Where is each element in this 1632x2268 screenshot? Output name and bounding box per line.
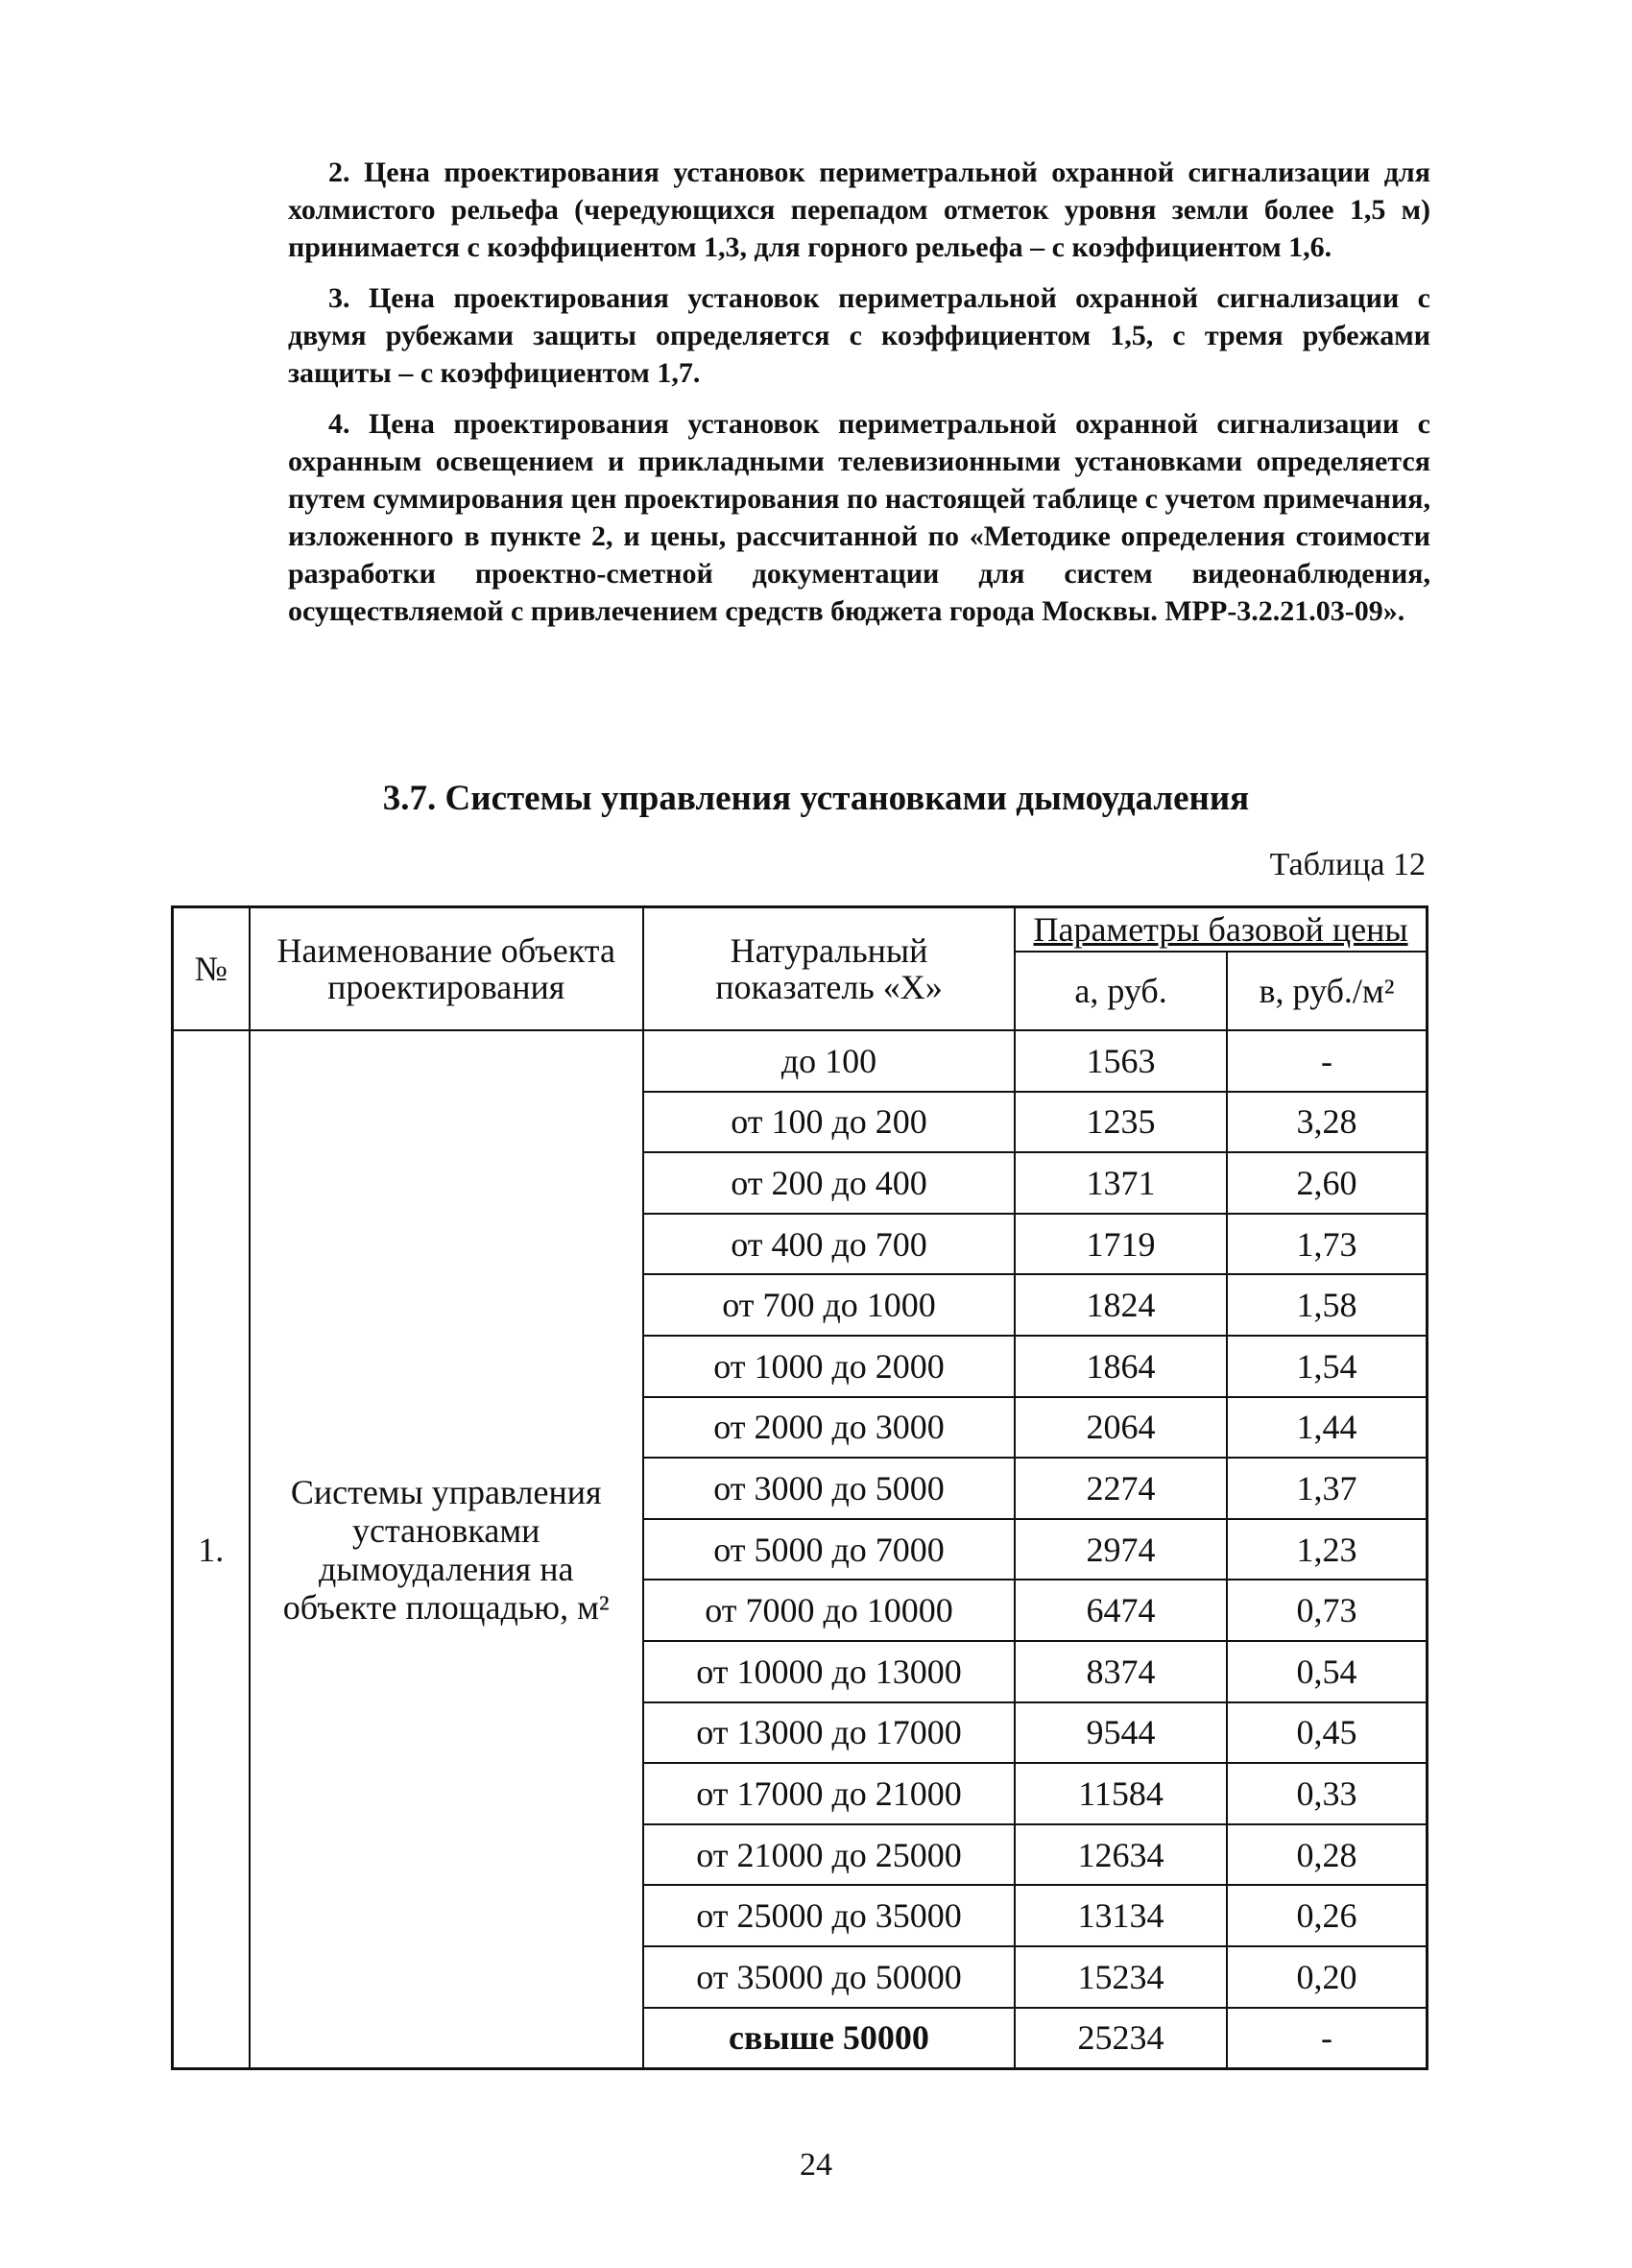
price-a-cell: 1371 bbox=[1015, 1152, 1227, 1214]
header-indicator: Натуральный показатель «X» bbox=[643, 907, 1015, 1031]
price-b-cell: 0,20 bbox=[1227, 1946, 1427, 2008]
price-a-cell: 6474 bbox=[1015, 1580, 1227, 1641]
price-b-cell: 1,37 bbox=[1227, 1458, 1427, 1519]
price-b-cell: 0,28 bbox=[1227, 1824, 1427, 1886]
section-title: 3.7. Системы управления установками дымоудаления bbox=[382, 779, 1250, 818]
price-a-cell: 2274 bbox=[1015, 1458, 1227, 1519]
indicator-cell: от 17000 до 21000 bbox=[643, 1763, 1015, 1824]
price-a-cell: 2974 bbox=[1015, 1519, 1227, 1580]
indicator-cell: от 3000 до 5000 bbox=[643, 1458, 1015, 1519]
price-a-cell: 12634 bbox=[1015, 1824, 1227, 1886]
price-b-cell: 1,58 bbox=[1227, 1274, 1427, 1336]
header-b: в, руб./м² bbox=[1227, 952, 1427, 1030]
price-b-cell: 1,44 bbox=[1227, 1397, 1427, 1459]
note-2: 2. Цена проектирования установок периметральной охранной сигнализации для холмистого рельефа (чередующихся перепадом отметок уровня земли более 1,5 м) принимается с коэффициентом 1,3, для горного рельефа – с коэффициентом 1,6. bbox=[288, 157, 1430, 263]
price-b-cell: 3,28 bbox=[1227, 1092, 1427, 1153]
header-no: № bbox=[173, 907, 250, 1031]
price-b-cell: 0,33 bbox=[1227, 1763, 1427, 1824]
notes-block bbox=[288, 154, 1430, 643]
indicator-cell: от 13000 до 17000 bbox=[643, 1702, 1015, 1764]
indicator-cell: от 400 до 700 bbox=[643, 1214, 1015, 1275]
indicator-cell: от 10000 до 13000 bbox=[643, 1641, 1015, 1702]
price-a-cell: 8374 bbox=[1015, 1641, 1227, 1702]
table-header bbox=[173, 907, 1428, 1031]
table-row bbox=[173, 1030, 1428, 1092]
price-a-cell: 1235 bbox=[1015, 1092, 1227, 1153]
price-a-cell: 13134 bbox=[1015, 1885, 1227, 1946]
indicator-cell: от 7000 до 10000 bbox=[643, 1580, 1015, 1641]
price-b-cell: - bbox=[1227, 1030, 1427, 1092]
indicator-cell: от 5000 до 7000 bbox=[643, 1519, 1015, 1580]
indicator-cell: от 25000 до 35000 bbox=[643, 1885, 1015, 1946]
indicator-cell: до 100 bbox=[643, 1030, 1015, 1092]
indicator-cell: от 21000 до 25000 bbox=[643, 1824, 1015, 1886]
price-b-cell: 2,60 bbox=[1227, 1152, 1427, 1214]
table-body bbox=[173, 1030, 1428, 2069]
page-number: 24 bbox=[800, 2147, 832, 2183]
header-row-1 bbox=[173, 907, 1428, 953]
price-a-cell: 25234 bbox=[1015, 2008, 1227, 2069]
indicator-cell: от 200 до 400 bbox=[643, 1152, 1015, 1214]
price-b-cell: 1,23 bbox=[1227, 1519, 1427, 1580]
indicator-cell: свыше 50000 bbox=[643, 2008, 1015, 2069]
price-a-cell: 1719 bbox=[1015, 1214, 1227, 1275]
header-params-group-label: Параметры базовой цены bbox=[1033, 910, 1408, 949]
pricing-table bbox=[171, 905, 1428, 2070]
table-label: Таблица 12 bbox=[1269, 847, 1426, 882]
price-b-cell: 0,73 bbox=[1227, 1580, 1427, 1641]
price-b-cell: - bbox=[1227, 2008, 1427, 2069]
price-b-cell: 1,54 bbox=[1227, 1336, 1427, 1397]
price-a-cell: 11584 bbox=[1015, 1763, 1227, 1824]
indicator-cell: от 35000 до 50000 bbox=[643, 1946, 1015, 2008]
header-name: Наименование объекта проектирования bbox=[250, 907, 643, 1031]
price-b-cell: 0,45 bbox=[1227, 1702, 1427, 1764]
price-b-cell: 0,26 bbox=[1227, 1885, 1427, 1946]
price-a-cell: 2064 bbox=[1015, 1397, 1227, 1459]
price-a-cell: 9544 bbox=[1015, 1702, 1227, 1764]
item-name: Системы управления установками дымоудаления на объекте площадью, м² bbox=[250, 1030, 643, 2069]
header-params-group bbox=[1015, 907, 1427, 953]
indicator-cell: от 1000 до 2000 bbox=[643, 1336, 1015, 1397]
item-number: 1. bbox=[173, 1030, 250, 2069]
price-a-cell: 1864 bbox=[1015, 1336, 1227, 1397]
price-b-cell: 0,54 bbox=[1227, 1641, 1427, 1702]
indicator-cell: от 100 до 200 bbox=[643, 1092, 1015, 1153]
price-a-cell: 1563 bbox=[1015, 1030, 1227, 1092]
price-b-cell: 1,73 bbox=[1227, 1214, 1427, 1275]
indicator-cell: от 700 до 1000 bbox=[643, 1274, 1015, 1336]
header-a: а, руб. bbox=[1015, 952, 1227, 1030]
indicator-cell: от 2000 до 3000 bbox=[643, 1397, 1015, 1459]
price-a-cell: 1824 bbox=[1015, 1274, 1227, 1336]
note-4: 4. Цена проектирования установок периметральной охранной сигнализации с охранным освещением и прикладными телевизионными установками определяется путем суммирования цен проектирования по настоящей таблице с учетом примечания, изложенного в пункте 2, и цены, рассчитанной по «Методике определения стоимости разработки проектно-сметной документации для систем видеонаблюдения, осуществляемой с привлечением средств бюджета города Москвы. МРР-3.2.21.03-09». bbox=[288, 408, 1430, 627]
price-a-cell: 15234 bbox=[1015, 1946, 1227, 2008]
note-3: 3. Цена проектирования установок периметральной охранной сигнализации с двумя рубежами защиты определяется с коэффициентом 1,5, с тремя рубежами защиты – с коэффициентом 1,7. bbox=[288, 282, 1430, 389]
